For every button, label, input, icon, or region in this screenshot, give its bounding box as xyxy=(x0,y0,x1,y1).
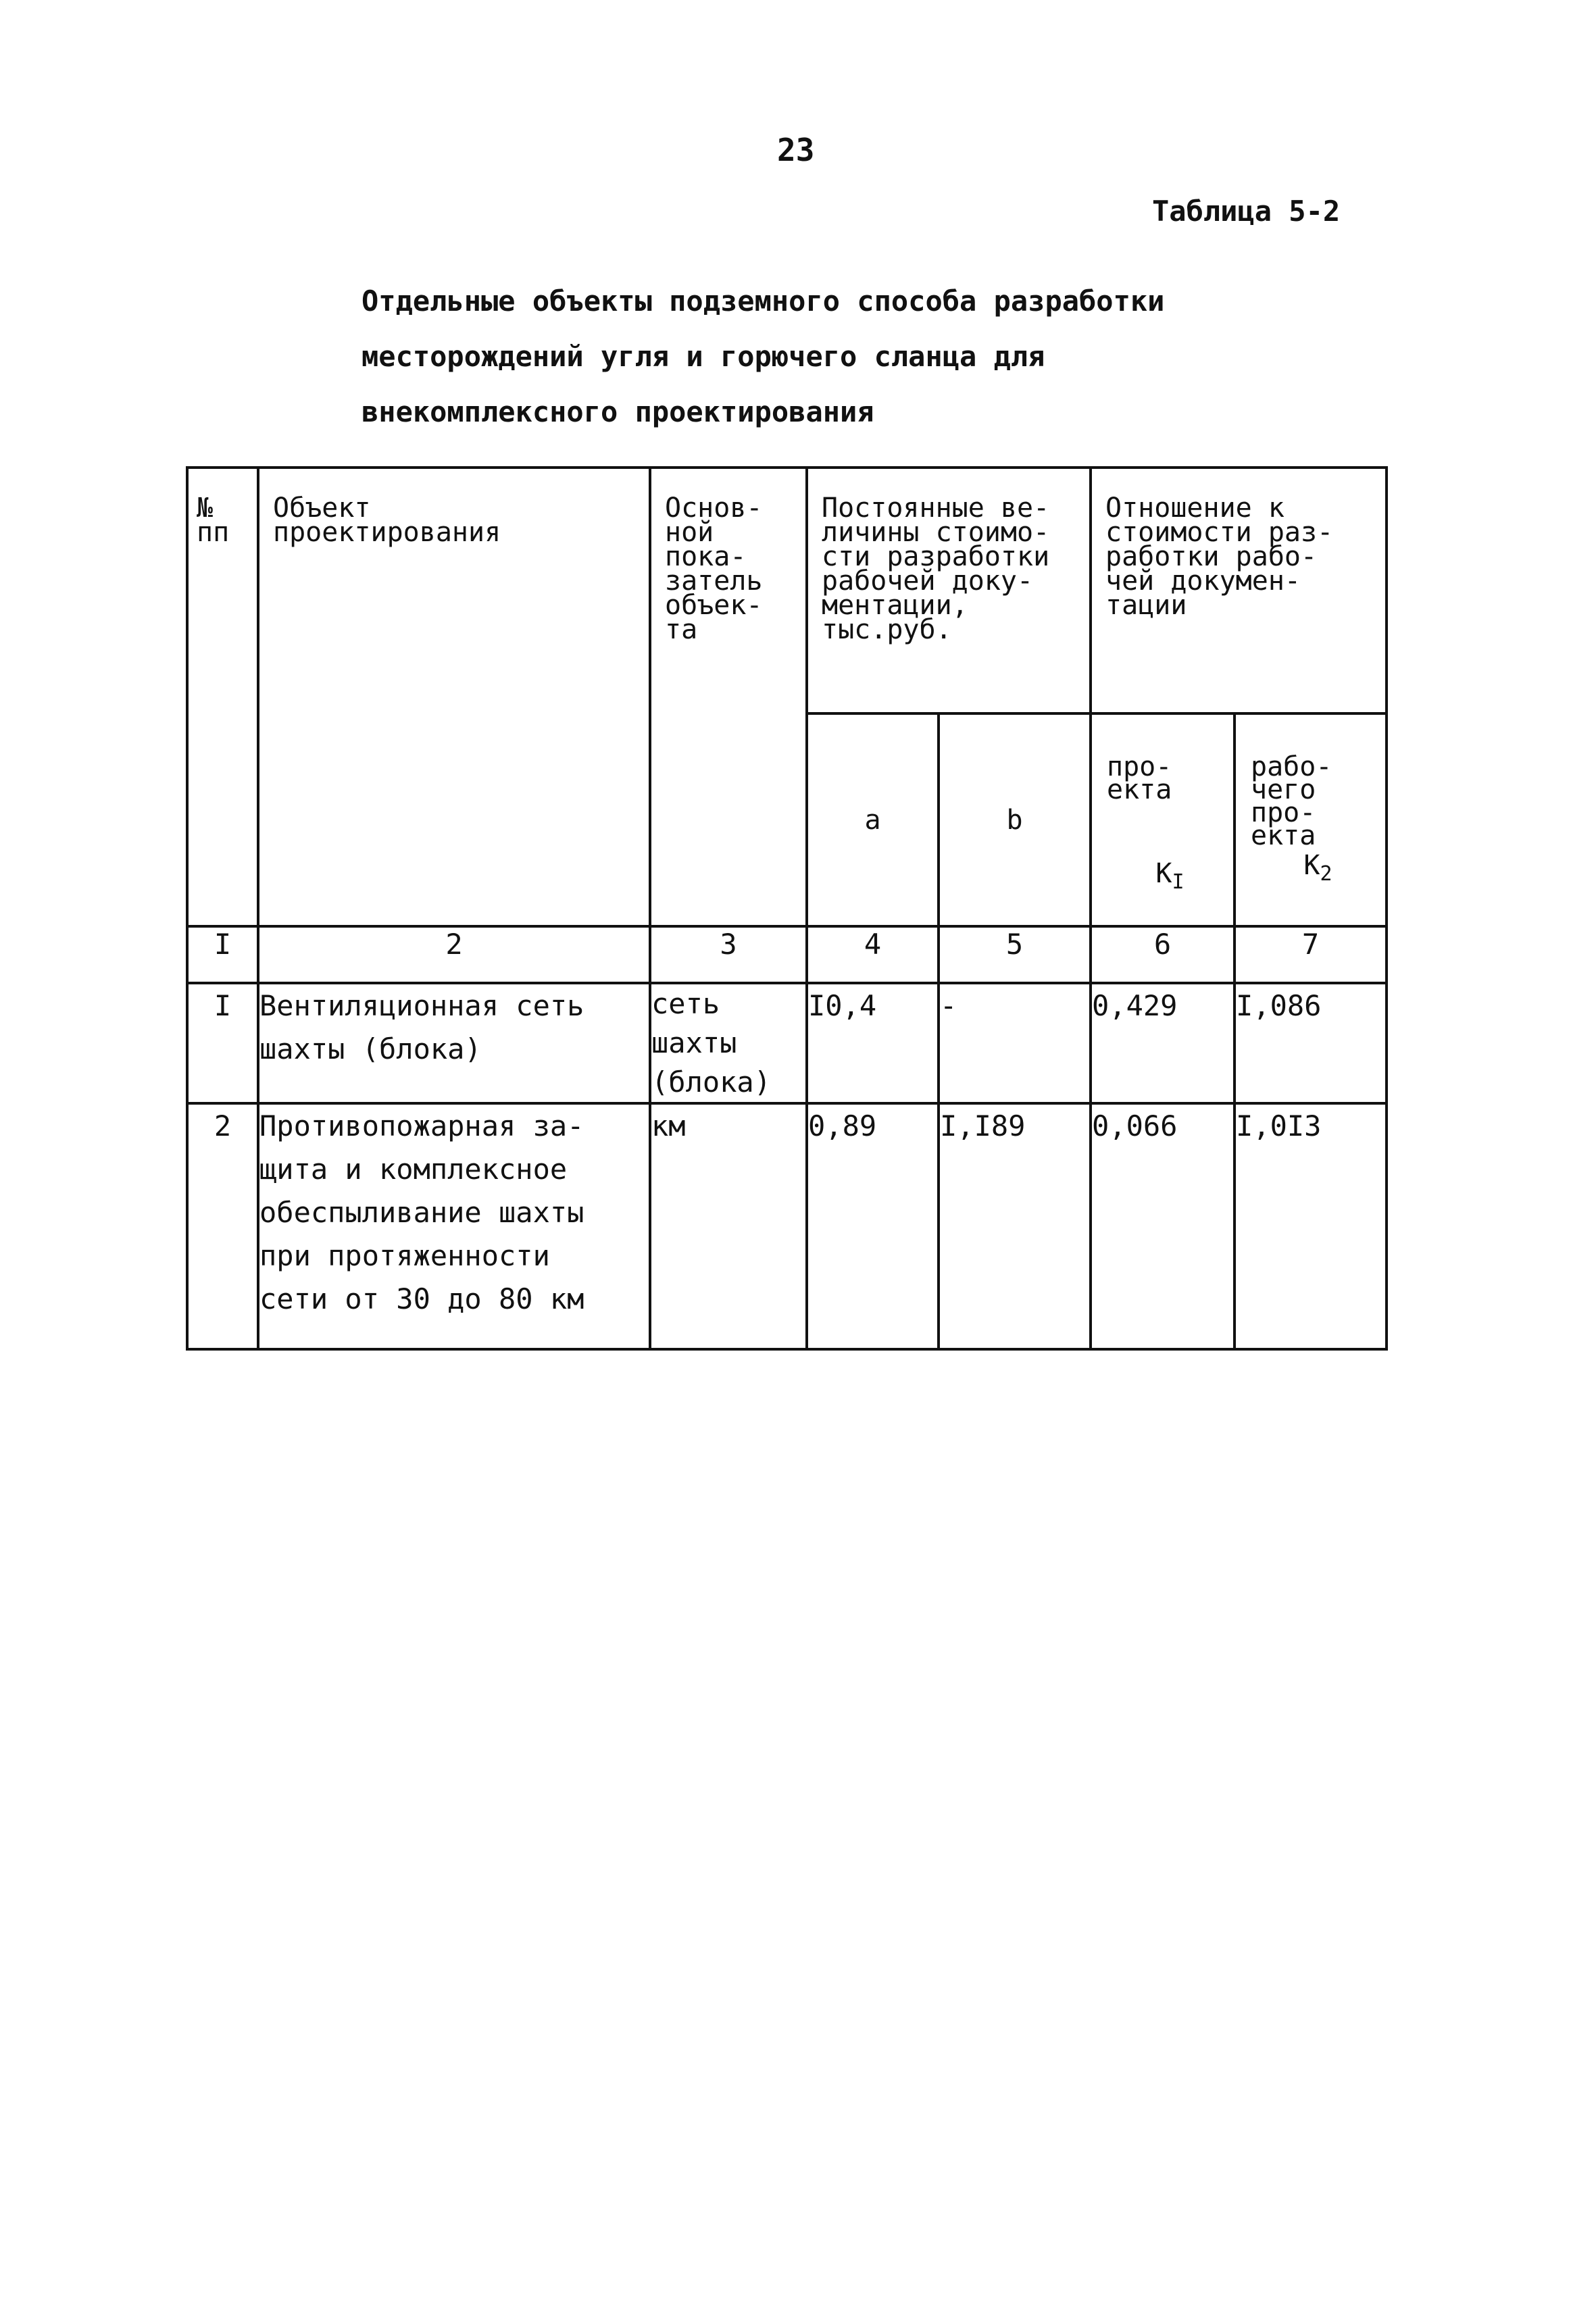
row-k1: 0,066 xyxy=(1091,1103,1235,1349)
header-k1-label: про- екта xyxy=(1107,751,1172,805)
cost-table xyxy=(186,466,1388,1351)
row-k1: 0,429 xyxy=(1091,983,1235,1103)
column-number: I xyxy=(187,926,258,983)
caption-line: внекомплексного проектирования xyxy=(361,395,874,428)
row-object: Вентиляционная сеть шахты (блока) xyxy=(258,983,650,1103)
row-a: 0,89 xyxy=(807,1103,939,1349)
row-object: Противопожарная за- щита и комплексное обеспыливание шахты при протяженности сети от 30 до 80 км xyxy=(258,1103,650,1349)
caption-line: Отдельные объекты подземного способа разработки xyxy=(361,284,1165,318)
row-number: 2 xyxy=(187,1103,258,1349)
row-k2: I,0I3 xyxy=(1235,1103,1387,1349)
column-number: 6 xyxy=(1091,926,1235,983)
header-ratio: Отношение к стоимости раз- работки рабо- чей докумен- тации xyxy=(1091,468,1387,713)
column-number: 5 xyxy=(939,926,1091,983)
header-a: а xyxy=(807,713,939,926)
header-b: b xyxy=(939,713,1091,926)
header-k2 xyxy=(1235,713,1387,926)
table-label: Таблица 5-2 xyxy=(1152,195,1341,228)
column-number: 2 xyxy=(258,926,650,983)
table-caption xyxy=(361,274,1307,440)
header-constant-costs: Постоянные ве- личины стоимо- сти разработки рабочей доку- ментации, тыс.руб. xyxy=(807,468,1091,713)
column-number: 4 xyxy=(807,926,939,983)
table-row xyxy=(187,1103,1387,1349)
page-number: 23 xyxy=(777,132,815,168)
row-b: - xyxy=(939,983,1091,1103)
row-a: I0,4 xyxy=(807,983,939,1103)
column-number: 7 xyxy=(1235,926,1387,983)
table-row xyxy=(187,983,1387,1103)
row-number: I xyxy=(187,983,258,1103)
column-number: 3 xyxy=(650,926,807,983)
header-k2-symbol: $К_2$ xyxy=(1303,850,1332,886)
header-number: № пп xyxy=(187,468,258,926)
row-k2: I,086 xyxy=(1235,983,1387,1103)
header-k2-label: рабо- чего про- екта xyxy=(1251,751,1332,851)
header-k1-symbol: $К_I$ xyxy=(1155,858,1184,894)
row-indicator: сеть шахты (блока) xyxy=(650,983,807,1103)
column-number-row xyxy=(187,926,1387,983)
header-indicator: Основ- ной пока- затель объек- та xyxy=(650,468,807,926)
row-b: I,I89 xyxy=(939,1103,1091,1349)
header-k1 xyxy=(1091,713,1235,926)
header-object: Объект проектирования xyxy=(258,468,650,926)
row-indicator: км xyxy=(650,1103,807,1349)
caption-line: месторождений угля и горючего сланца для xyxy=(361,340,1045,373)
header-row xyxy=(187,468,1387,713)
